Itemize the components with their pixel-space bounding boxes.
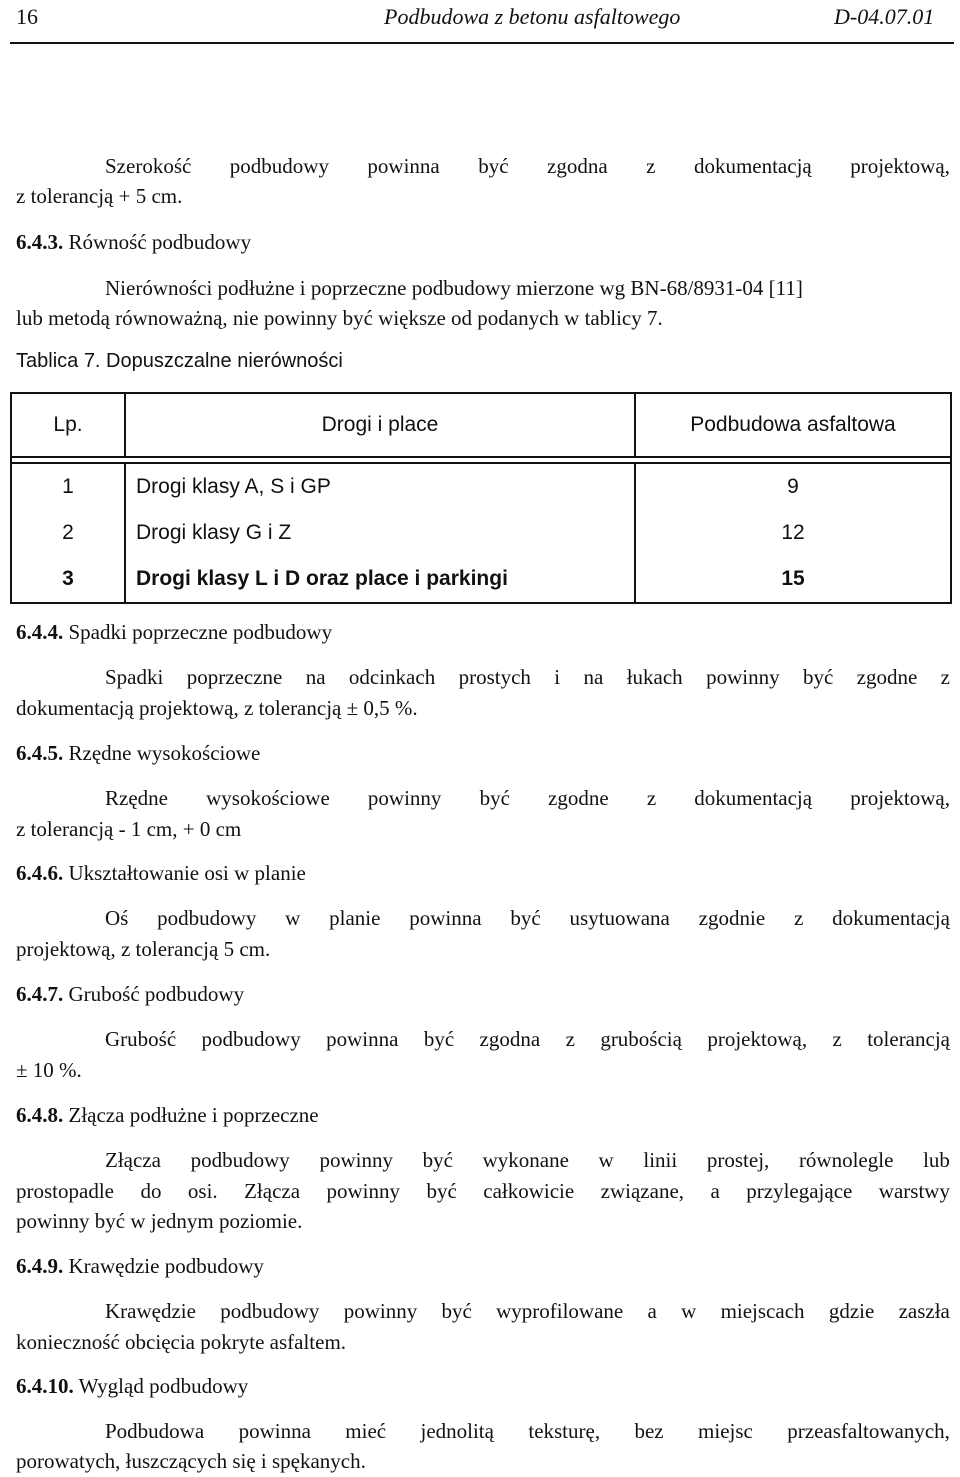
section-title: Wygląd podbudowy [78,1374,249,1398]
appearance-line1 [105,1419,950,1444]
edges-line1 [105,1299,950,1324]
table-row [11,463,951,510]
word: całkowicie [483,1179,575,1203]
word: projektową, [707,1027,808,1051]
word: Krawędzie [105,1299,196,1323]
word: wysokościowe [206,786,330,810]
word: do [140,1179,162,1203]
section-title: Spadki poprzeczne podbudowy [68,620,333,644]
word: odcinkach [348,665,436,689]
word: projektową, [850,786,950,810]
header-lp: Lp. [11,393,125,457]
word: dokumentacją [832,906,950,930]
word: powinny [319,1148,393,1172]
section-title: Grubość podbudowy [68,982,245,1006]
axis-line2: projektową, z tolerancją 5 cm. [16,937,271,961]
appearance-line2: porowatych, łuszczących się i spękanych. [16,1449,366,1473]
width-paragraph-line1 [105,154,950,179]
word: z [940,665,950,689]
row-name: Drogi klasy A, S i GP [125,463,635,510]
word: na [583,665,604,689]
section-heading-648 [16,1103,319,1128]
word: podbudowy [190,1148,290,1172]
word: być [423,1027,455,1051]
word: bez [634,1419,664,1443]
word: być [510,906,541,930]
word: związane, [600,1179,685,1203]
section-heading-649 [16,1254,264,1279]
word: prostych [458,665,531,689]
word: zgodne [548,786,609,810]
section-title: Krawędzie podbudowy [68,1254,264,1278]
section-number: 6.4.9. [16,1254,64,1278]
word: linii [643,1148,678,1172]
section-heading-647 [16,982,244,1007]
word: jednolitą [420,1419,494,1443]
word: Rzędne [105,786,168,810]
word: grubością [600,1027,682,1051]
section-heading-644 [16,620,332,645]
header-roads: Drogi i place [125,393,635,457]
word: Oś [105,906,129,930]
word: osi. [187,1179,218,1203]
section-number: 6.4.5. [16,741,64,765]
tolerance-table [10,392,952,604]
row-name: Drogi klasy L i D oraz place i parkingi [125,556,635,603]
section-heading-6410 [16,1374,248,1399]
table-header-row [11,393,951,457]
word: dokumentacją [693,154,812,178]
slopes-line2: dokumentacją projektową, z tolerancją ± 0,5 %. [16,696,418,720]
section-number: 6.4.3. [16,230,64,254]
section-heading-645 [16,741,260,766]
word: wykonane [482,1148,569,1172]
word: Złącza [244,1179,301,1203]
row-lp: 1 [11,463,125,510]
slopes-line1 [105,665,950,690]
word: usytuowana [569,906,670,930]
evenness-line2: lub metodą równoważną, nie powinny być większe od podanych w tablicy 7. [16,306,663,330]
word: z [832,1027,842,1051]
section-number: 6.4.7. [16,982,64,1006]
word: Złącza [105,1148,161,1172]
word: lub [923,1148,950,1172]
word: być [441,1299,472,1323]
section-title: Rzędne wysokościowe [68,741,261,765]
word: dokumentacją [694,786,813,810]
document-code: D-04.07.01 [834,4,935,29]
word: zaszła [898,1299,950,1323]
word: z [646,154,656,178]
word: podbudowy [229,154,329,178]
word: powinna [326,1027,399,1051]
row-lp: 3 [11,556,125,603]
thickness-line1 [105,1027,950,1052]
header-value: Podbudowa asfaltowa [690,413,896,436]
word: być [479,786,510,810]
table-caption: Tablica 7. Dopuszczalne nierówności [16,350,343,372]
word: być [802,665,834,689]
word: zgodna [547,154,608,178]
evenness-line1: Nierówności podłużne i poprzeczne podbudowy mierzone wg BN-68/8931-04 [11] [105,276,803,300]
word: a [647,1299,657,1323]
word: w [285,906,301,930]
section-number: 6.4.4. [16,620,64,644]
word: z [793,906,804,930]
word: Spadki [105,665,164,689]
row-value: 9 [787,475,799,498]
word: być [478,154,509,178]
thickness-line2: ± 10 %. [16,1058,82,1082]
ordinates-line1 [105,786,950,811]
row-value: 12 [781,521,805,544]
axis-line1 [105,906,950,931]
word: i [554,665,561,689]
section-title: Ukształtowanie osi w planie [68,861,306,885]
section-number: 6.4.8. [16,1103,64,1127]
row-lp: 2 [11,510,125,556]
word: Podbudowa [105,1419,205,1443]
word: gdzie [828,1299,875,1323]
word: równolegle [798,1148,894,1172]
word: zgodna [479,1027,541,1051]
word: być [422,1148,453,1172]
word: powinna [367,154,440,178]
ordinates-line2: z tolerancją - 1 cm, + 0 cm [16,817,242,841]
word: powinny [367,786,442,810]
word: wyprofilowane [496,1299,624,1323]
word: na [305,665,326,689]
word: powinny [326,1179,401,1203]
word: powinny [343,1299,418,1323]
word: miejsc [698,1419,753,1443]
word: Szerokość [105,154,192,178]
word: powinna [238,1419,311,1443]
word: z [565,1027,575,1051]
word: w [598,1148,614,1172]
word: planie [329,906,381,930]
word: tolerancją [867,1027,950,1051]
word: przeasfaltowanych, [787,1419,950,1443]
word: mieć [345,1419,387,1443]
table-row [11,510,951,556]
word: a [710,1179,720,1203]
row-value: 15 [781,567,805,590]
section-title: Równość podbudowy [68,230,252,254]
section-title: Złącza podłużne i poprzeczne [68,1103,319,1127]
word: warstwy [878,1179,950,1203]
word: łukach [626,665,683,689]
document-title: Podbudowa z betonu asfaltowego [384,4,681,29]
word: zgodnie [698,906,766,930]
word: powinna [409,906,482,930]
word: poprzeczne [186,665,283,689]
header-rule [10,42,954,44]
word: przylegające [746,1179,853,1203]
joints-line1 [105,1148,950,1173]
word: podbudowy [201,1027,301,1051]
word: być [426,1179,457,1203]
section-heading-643 [16,230,251,255]
joints-line2 [16,1179,950,1204]
word: podbudowy [157,906,257,930]
width-paragraph-line2: z tolerancją + 5 cm. [16,184,183,208]
row-name: Drogi klasy G i Z [125,510,635,556]
word: miejscach [720,1299,805,1323]
joints-line3: powinny być w jednym poziomie. [16,1209,303,1233]
word: projektową, [850,154,950,178]
section-number: 6.4.6. [16,861,64,885]
edges-line2: konieczność obcięcia pokryte asfaltem. [16,1330,347,1354]
page-number: 16 [16,4,38,29]
word: teksturę, [528,1419,601,1443]
word: Grubość [105,1027,177,1051]
word: powinny [706,665,780,689]
word: z [646,786,657,810]
word: prostopadle [16,1179,114,1203]
section-number: 6.4.10. [16,1374,74,1398]
word: w [681,1299,697,1323]
word: zgodne [856,665,918,689]
word: podbudowy [220,1299,320,1323]
section-heading-646 [16,861,306,886]
table-row [11,556,951,603]
word: prostej, [706,1148,770,1172]
